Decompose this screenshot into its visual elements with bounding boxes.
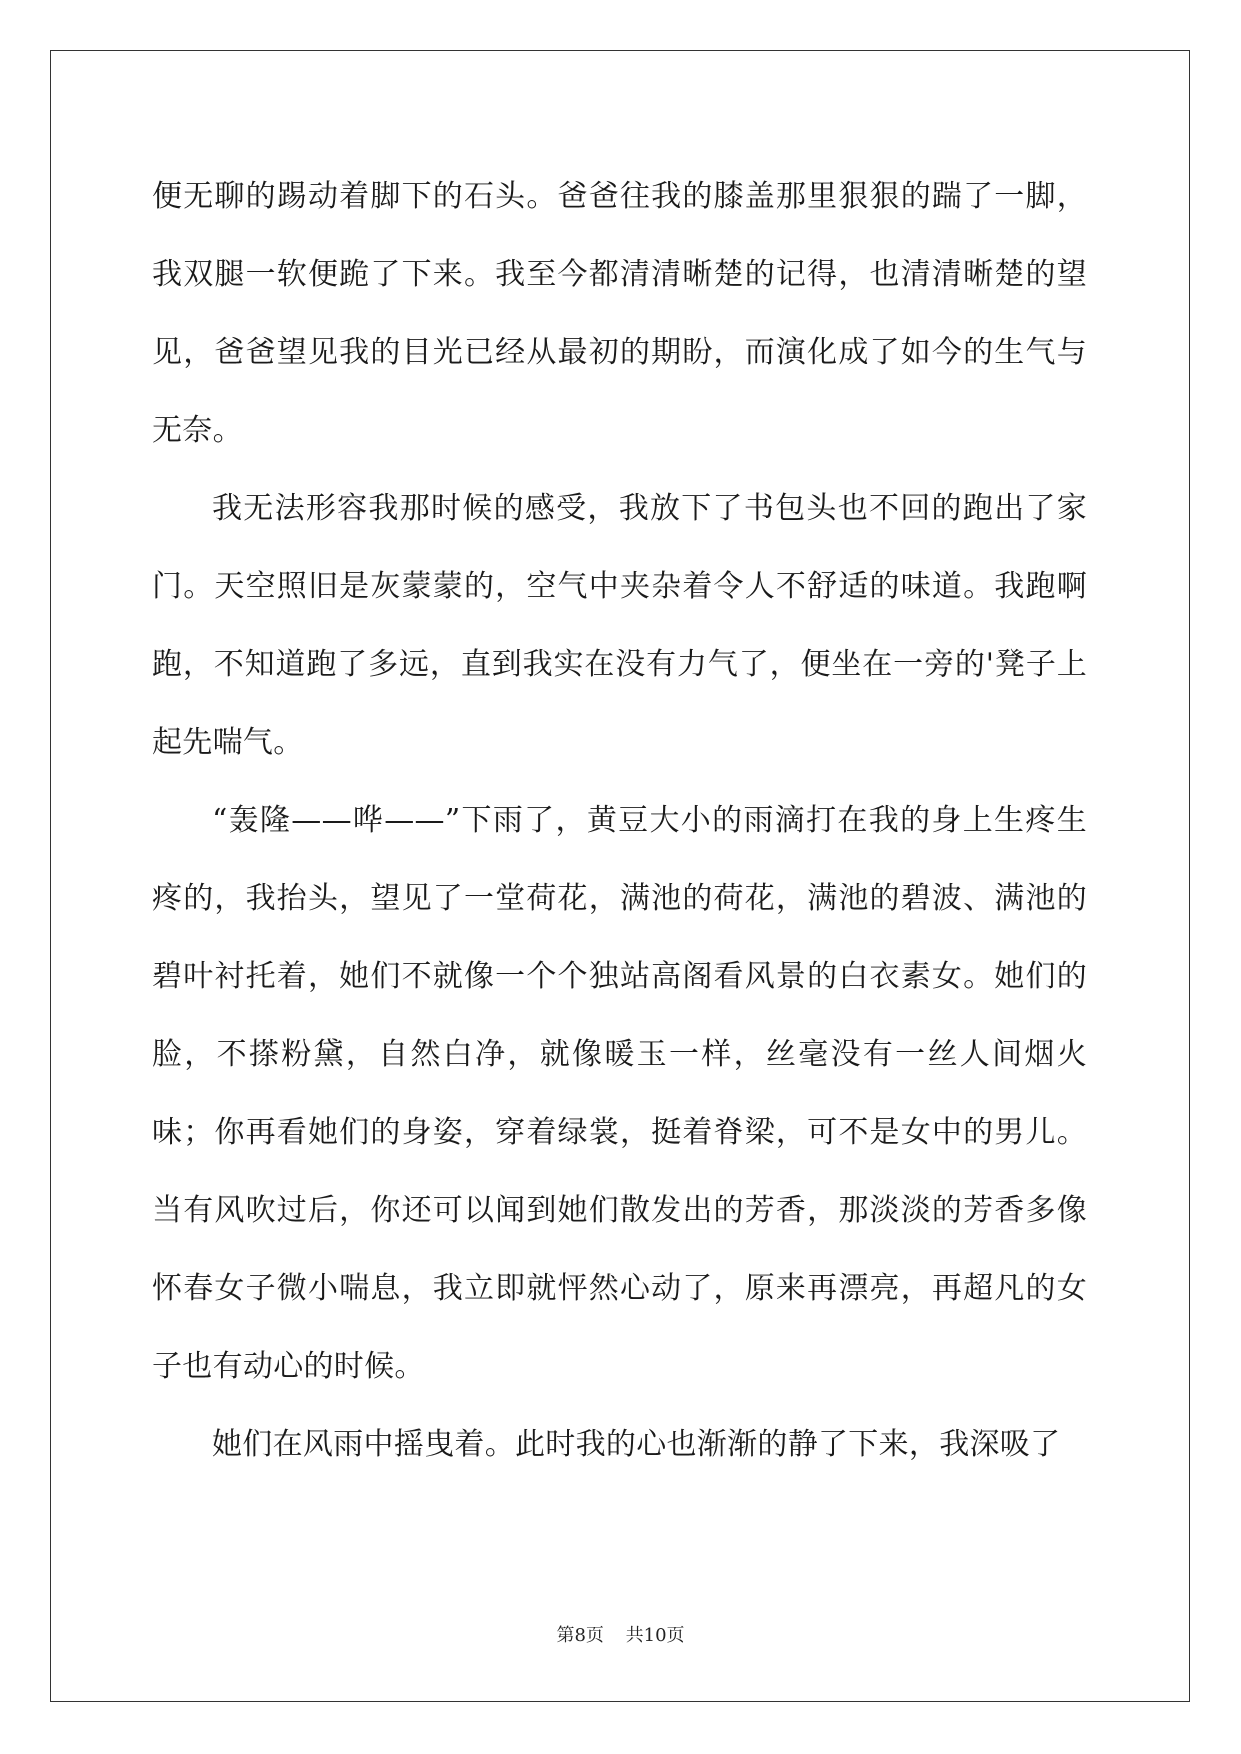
paragraph: “轰隆——哗——”下雨了，黄豆大小的雨滴打在我的身上生疼生疼的，我抬头，望见了一堂荷花，满池的荷花，满池的碧波、满池的碧叶衬托着，她们不就像一个个独站高阁看风景的白衣素女。她们的脸，不搽粉黛，自然白净，就像暖玉一样，丝毫没有一丝人间烟火味；你再看她们的身姿，穿着绿裳，挺着脊梁，可不是女中的男儿。当有风吹过后，你还可以闻到她们散发出的芳香，那淡淡的芳香多像怀春女子微小喘息，我立即就怦然心动了，原来再漂亮，再超凡的女子也有动心的时候。 [152, 803, 1087, 1384]
paragraph-continued: 便无聊的踢动着脚下的石头。爸爸往我的膝盖那里狠狠的踹了一脚，我双腿一软便跪了下来。我至今都清清晰楚的记得，也清清晰楚的望见，爸爸望见我的目光已经从最初的期盼，而演化成了如今的生气与无奈。 [152, 179, 1087, 448]
page-footer [0, 1621, 1241, 1647]
paragraph: 我无法形容我那时候的感受，我放下了书包头也不回的跑出了家门。天空照旧是灰蒙蒙的，空气中夹杂着令人不舒适的味道。我跑啊跑，不知道跑了多远，直到我实在没有力气了，便坐在一旁的'凳子上起先喘气。 [152, 491, 1087, 760]
document-body [152, 158, 1087, 1484]
page-number: 第8页 [556, 1625, 604, 1646]
paragraph: 她们在风雨中摇曳着。此时我的心也渐渐的静了下来，我深吸了 [212, 1427, 1061, 1462]
page-total: 共10页 [625, 1625, 685, 1646]
